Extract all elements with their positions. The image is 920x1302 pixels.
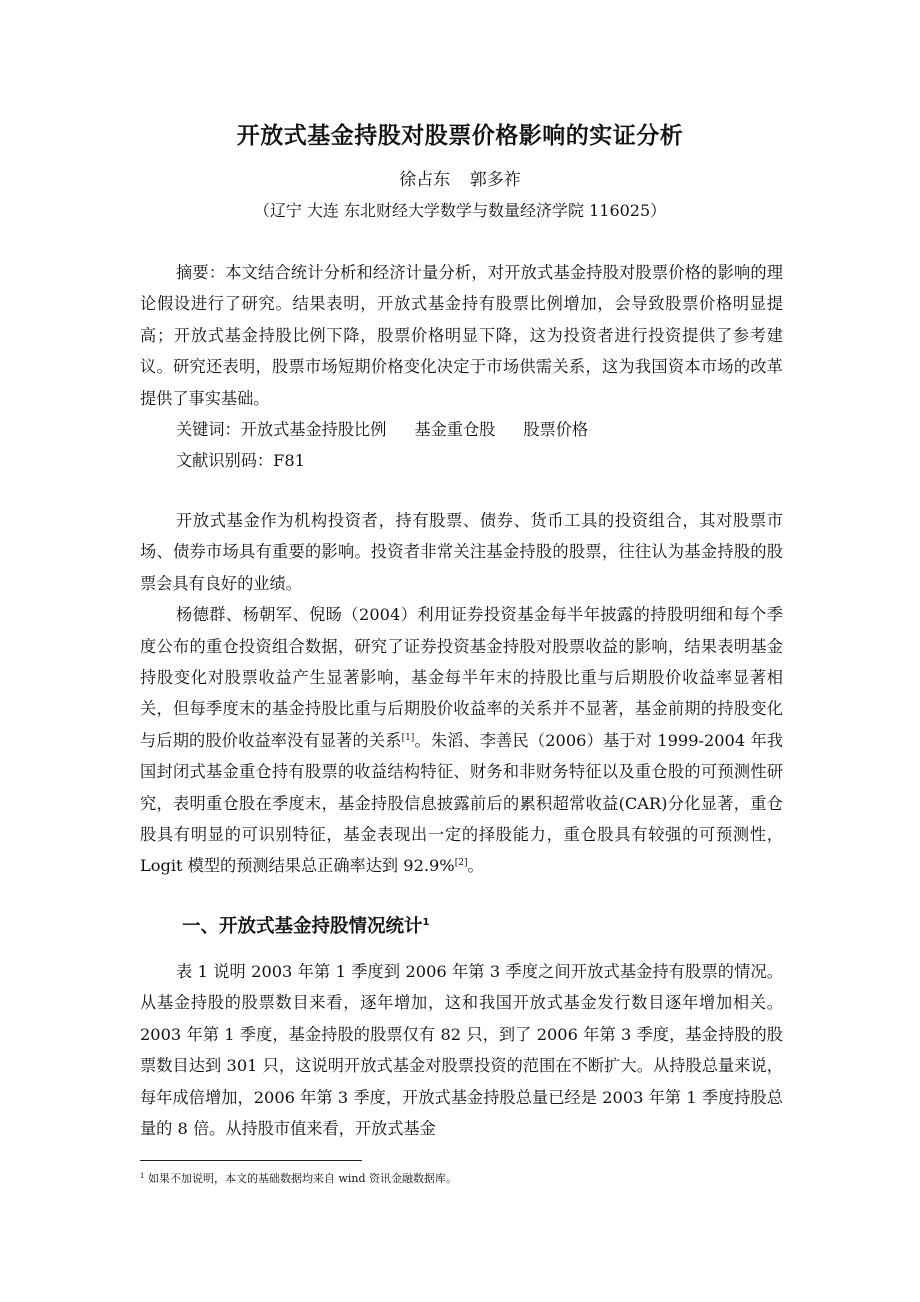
keywords-line — [140, 414, 783, 445]
author-name: 徐占东 — [399, 170, 451, 190]
intro-paragraph: 开放式基金作为机构投资者，持有股票、债券、货币工具的投资组合，其对股票市场、债券市场具有重要的影响。投资者非常关注基金持股的股票，往往认为基金持股的股票会具有良好的业绩。 — [140, 511, 783, 593]
footnote-divider — [140, 1160, 362, 1161]
footnote-marker: 1 — [422, 917, 430, 928]
intro-paragraph: 杨德群、杨朝军、倪旸（2004）利用证券投资基金每半年披露的持股明细和每个季度公布的重仓投资组合数据，研究了证券投资基金持股对股票收益的影响，结果表明基金持股变化对股票收益产生显著影响，基金每半年末的持股比重与后期股价收益率显著相关，但每季度末的基金持股比重与后期股价收益率的关系并不显著，基金前期的持股变化与后期的股价收益率没有显著的关系[1]。朱滔、李善民（2006）基于对 1999-2004 年我国封闭式基金重仓持有股票的收益结构特征、财务和非财务特征以及重仓股的可预测性研究，表明重仓股在季度末，基金持股信息披露前后的累积超常收益(CAR)分化显著，重仓股具有明显的可识别特征，基金表现出一定的择股能力，重仓股具有较强的可预测性，Logit 模型的预测结果总正确率达到 92.9%[2]。 — [140, 605, 783, 876]
paper-title: 开放式基金持股对股票价格影响的实证分析 — [236, 123, 684, 149]
introduction-section — [140, 505, 783, 882]
keyword: 基金重仓股 — [414, 420, 496, 440]
citation-ref: [1] — [401, 732, 415, 743]
footnote-text: 如果不加说明，本文的基础数据均来自 wind 资讯金融数据库。 — [147, 1172, 458, 1185]
citation-ref: [2] — [454, 858, 468, 869]
keyword: 开放式基金持股比例 — [240, 420, 387, 440]
abstract-text: 摘要：本文结合统计分析和经济计量分析，对开放式基金持股对股票价格的影响的理论假设进行了研究。结果表明，开放式基金持有股票比例增加，会导致股票价格明显提高；开放式基金持股比例下降，股票价格明显下降，这为投资者进行投资提供了参考建议。研究还表明，股票市场短期价格变化决定于市场供需关系，这为我国资本市场的改革提供了事实基础。 — [140, 263, 783, 408]
footnote-mark: 1 — [140, 1172, 145, 1180]
keyword: 股票价格 — [523, 420, 589, 440]
author-affiliation: （辽宁 大连 东北财经大学数学与数量经济学院 116025） — [253, 201, 667, 220]
author-name: 郭多祚 — [469, 170, 521, 190]
author-list — [0, 166, 920, 194]
section-paragraph: 表 1 说明 2003 年第 1 季度到 2006 年第 3 季度之间开放式基金持有股票的情况。从基金持股的股票数目来看，逐年增加，这和我国开放式基金发行数目逐年增加相关。2003 年第 1 季度，基金持股的股票仅有 82 只，到了 2006 年第 3 季度，基金持股的股票数目达到 301 只，这说明开放式基金对股票投资的范围在不断扩大。从持股总量来说，每年成倍增加，2006 年第 3 季度，开放式基金持股总量已经是 2003 年第 1 季度持股总量的 8 倍。从持股市值来看，开放式基金 — [140, 962, 783, 1139]
keywords-label: 关键词： — [176, 420, 241, 440]
section-body — [140, 956, 783, 1144]
abstract-section — [140, 257, 783, 477]
document-code: 文献识别码：F81 — [176, 451, 305, 471]
section-heading: 一、开放式基金持股情况统计$^1$ — [182, 916, 430, 937]
footnote — [140, 1170, 457, 1188]
